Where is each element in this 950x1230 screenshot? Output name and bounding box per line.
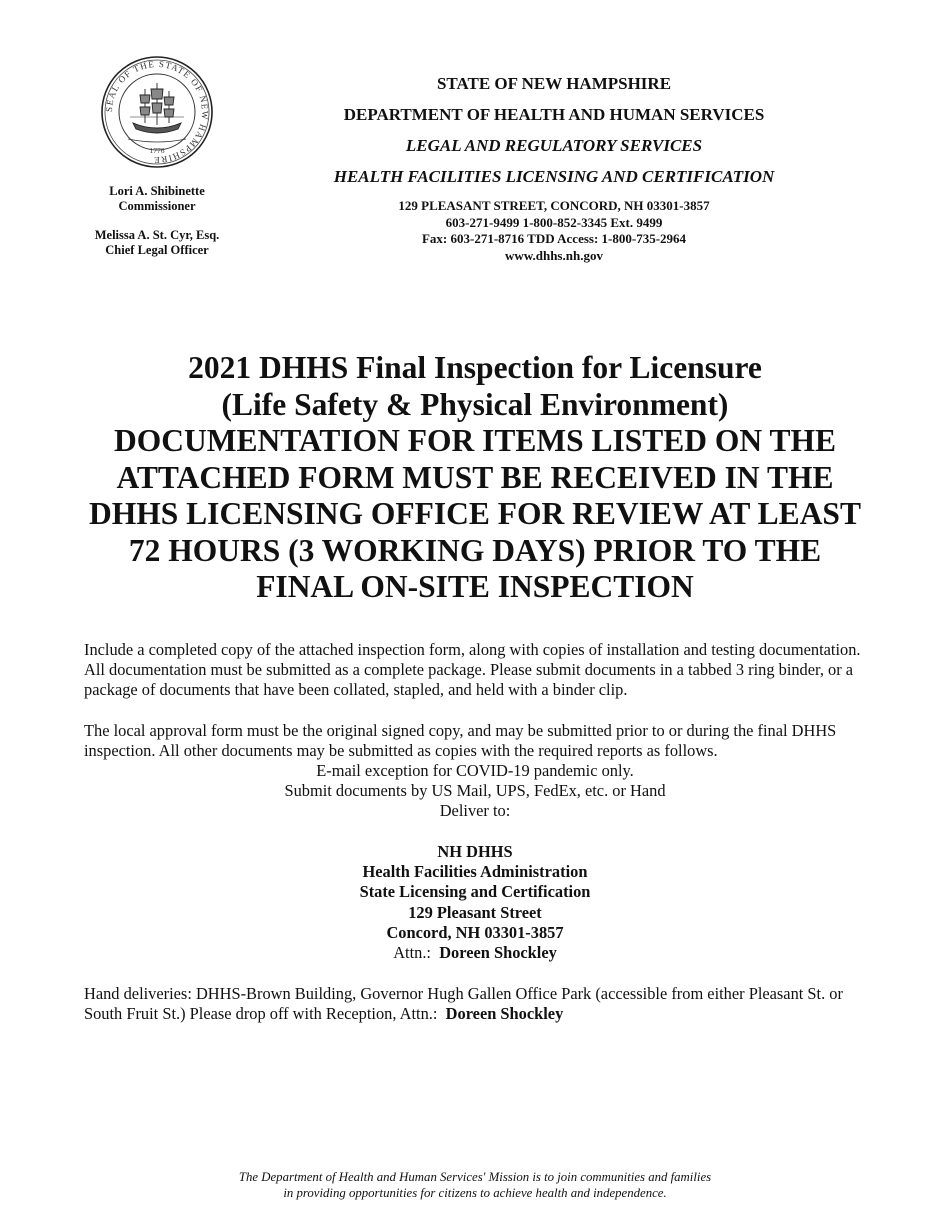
title-line: DOCUMENTATION FOR ITEMS LISTED ON THE <box>114 423 836 458</box>
office-fax: Fax: 603-271-8716 TDD Access: 1-800-735-2964 <box>421 231 687 246</box>
email-exception-line: E-mail exception for COVID-19 pandemic only. <box>316 761 634 780</box>
mailing-city: Concord, NH 03301-3857 <box>386 922 564 942</box>
title-line: 72 HOURS (3 WORKING DAYS) PRIOR TO THE <box>128 532 822 568</box>
department-name: DEPARTMENT OF HEALTH AND HUMAN SERVICES <box>343 105 765 124</box>
office-phones: 603-271-9499 1-800-852-3345 Ext. 9499 <box>445 214 663 230</box>
mailing-street: 129 Pleasant Street <box>408 902 542 922</box>
letterhead <box>300 68 808 264</box>
division-name: LEGAL AND REGULATORY SERVICES <box>405 136 703 155</box>
mailing-section: State Licensing and Certification <box>359 882 591 902</box>
mailing-attn <box>175 943 775 963</box>
title-line: FINAL ON-SITE INSPECTION <box>256 569 694 604</box>
seal-ring-text: SEAL OF THE STATE OF NEW HAMPSHIRE <box>103 58 211 166</box>
state-seal-graphic <box>100 55 214 169</box>
title-line: 2021 DHHS Final Inspection for Licensure <box>188 350 762 385</box>
footer-line-2: in providing opportunities for citizens to achieve health and independence. <box>283 1186 667 1200</box>
commissioner-title: Commissioner <box>118 199 196 213</box>
delivery-instructions <box>175 761 775 822</box>
footer-line-1: The Department of Health and Human Services' Mission is to join communities and families <box>238 1170 712 1184</box>
mailing-admin: Health Facilities Administration <box>362 862 588 882</box>
hand-delivery-attn-name: Doreen Shockley <box>445 1004 564 1024</box>
office-website: www.dhhs.nh.gov <box>505 247 603 263</box>
office-address: 129 PLEASANT STREET, CONCORD, NH 03301-3857 <box>398 198 710 213</box>
unit-name: HEALTH FACILITIES LICENSING AND CERTIFICATION <box>333 167 775 186</box>
state-seal <box>100 55 214 169</box>
mailing-address <box>175 842 775 963</box>
document-title <box>40 350 910 606</box>
officials-block <box>62 184 252 258</box>
title-line: (Life Safety & Physical Environment) <box>221 386 729 422</box>
legal-officer-name: Melissa A. St. Cyr, Esq. <box>94 228 220 242</box>
mission-footer <box>150 1169 800 1201</box>
deliver-to-line: Deliver to: <box>439 801 511 821</box>
local-approval-paragraph: The local approval form must be the original signed copy, and may be submitted prior to or during the final DHHS inspection. All other documents may be submitted as copies with the required reports as follows. <box>84 721 837 761</box>
commissioner-name: Lori A. Shibinette <box>109 184 205 198</box>
seal-year: 1776 <box>149 146 165 155</box>
state-name: STATE OF NEW HAMPSHIRE <box>436 74 672 93</box>
title-line: DHHS LICENSING OFFICE FOR REVIEW AT LEAST <box>89 496 861 531</box>
attn-label: Attn.: <box>393 943 431 963</box>
mailing-org: NH DHHS <box>437 842 513 861</box>
legal-officer-title: Chief Legal Officer <box>105 243 209 257</box>
hand-delivery-text: Hand deliveries: DHHS-Brown Building, Governor Hugh Gallen Office Park (accessible from either Pleasant St. or South Fruit St.) Please drop off with Reception, Attn.: <box>84 984 843 1024</box>
hand-delivery-paragraph <box>84 984 874 1024</box>
submit-methods-line: Submit documents by US Mail, UPS, FedEx, etc. or Hand <box>284 781 666 801</box>
title-line: ATTACHED FORM MUST BE RECEIVED IN THE <box>116 459 834 495</box>
attn-name: Doreen Shockley <box>439 943 557 963</box>
instructions-paragraph: Include a completed copy of the attached inspection form, along with copies of installation and testing documentation. All documentation must be submitted as a complete package. Please submit documents in a tabbed 3 ring binder, or a package of documents that have been collated, stapled, and held with a binder clip. <box>84 640 861 700</box>
